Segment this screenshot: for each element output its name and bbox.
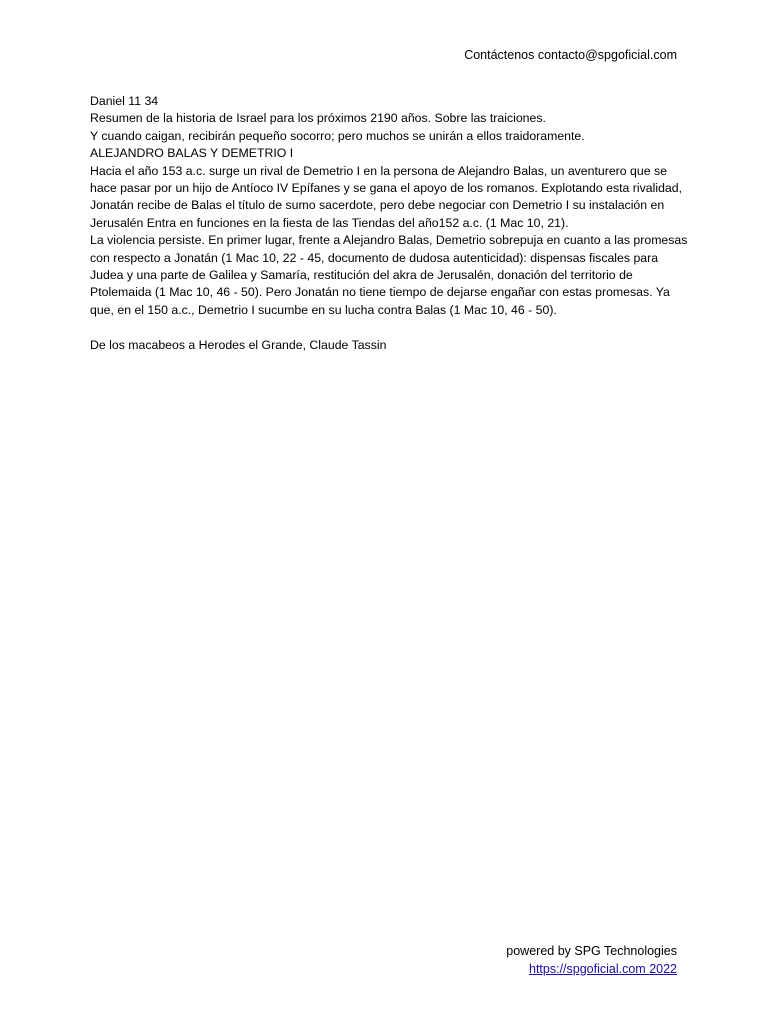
footer-link[interactable]: https://spgoficial.com 2022 bbox=[529, 961, 677, 976]
doc-verse: Y cuando caigan, recibirán pequeño socorro; pero muchos se unirán a ellos traidoramente. bbox=[90, 128, 585, 143]
doc-paragraph-2: La violencia persiste. En primer lugar, frente a Alejandro Balas, Demetrio sobrepuja en cuanto a las promesas con respecto a Jonatán (1 Mac 10, 22 - 45, documento de dudosa autenticidad): dispensas fiscales para Judea y una parte de Galilea y Samaría, restitución del akra de Jerusalén, donación del territorio de Ptolemaida (1 Mac 10, 46 - 50). Pero Jonatán no tiene tiempo de dejarse engañar con estas promesas. Ya que, en el 150 a.c., Demetrio I sucumbe en su lucha contra Balas (1 Mac 10, 46 - 50). bbox=[90, 233, 688, 317]
doc-section-title: ALEJANDRO BALAS Y DEMETRIO I bbox=[90, 146, 294, 161]
footer bbox=[506, 943, 677, 978]
doc-summary: Resumen de la historia de Israel para los próximos 2190 años. Sobre las traiciones. bbox=[90, 111, 546, 126]
doc-paragraph-1: Hacia el año 153 a.c. surge un rival de Demetrio I en la persona de Alejandro Balas, un aventurero que se hace pasar por un hijo de Antíoco IV Epífanes y se gana el apoyo de los romanos. Explotando esta rivalidad, Jonatán recibe de Balas el título de sumo sacerdote, pero debe negociar con Demetrio I su instalación en Jerusalén Entra en funciones en la fiesta de las Tiendas del año152 a.c. (1 Mac 10, 21). bbox=[90, 163, 682, 230]
contact-header: Contáctenos contacto@spgoficial.com bbox=[464, 48, 677, 62]
document-body bbox=[90, 93, 688, 354]
paragraph-spacer bbox=[90, 319, 688, 336]
powered-by-text: powered by SPG Technologies bbox=[506, 944, 677, 958]
doc-source: De los macabeos a Herodes el Grande, Claude Tassin bbox=[90, 337, 387, 352]
doc-reference: Daniel 11 34 bbox=[90, 94, 159, 108]
